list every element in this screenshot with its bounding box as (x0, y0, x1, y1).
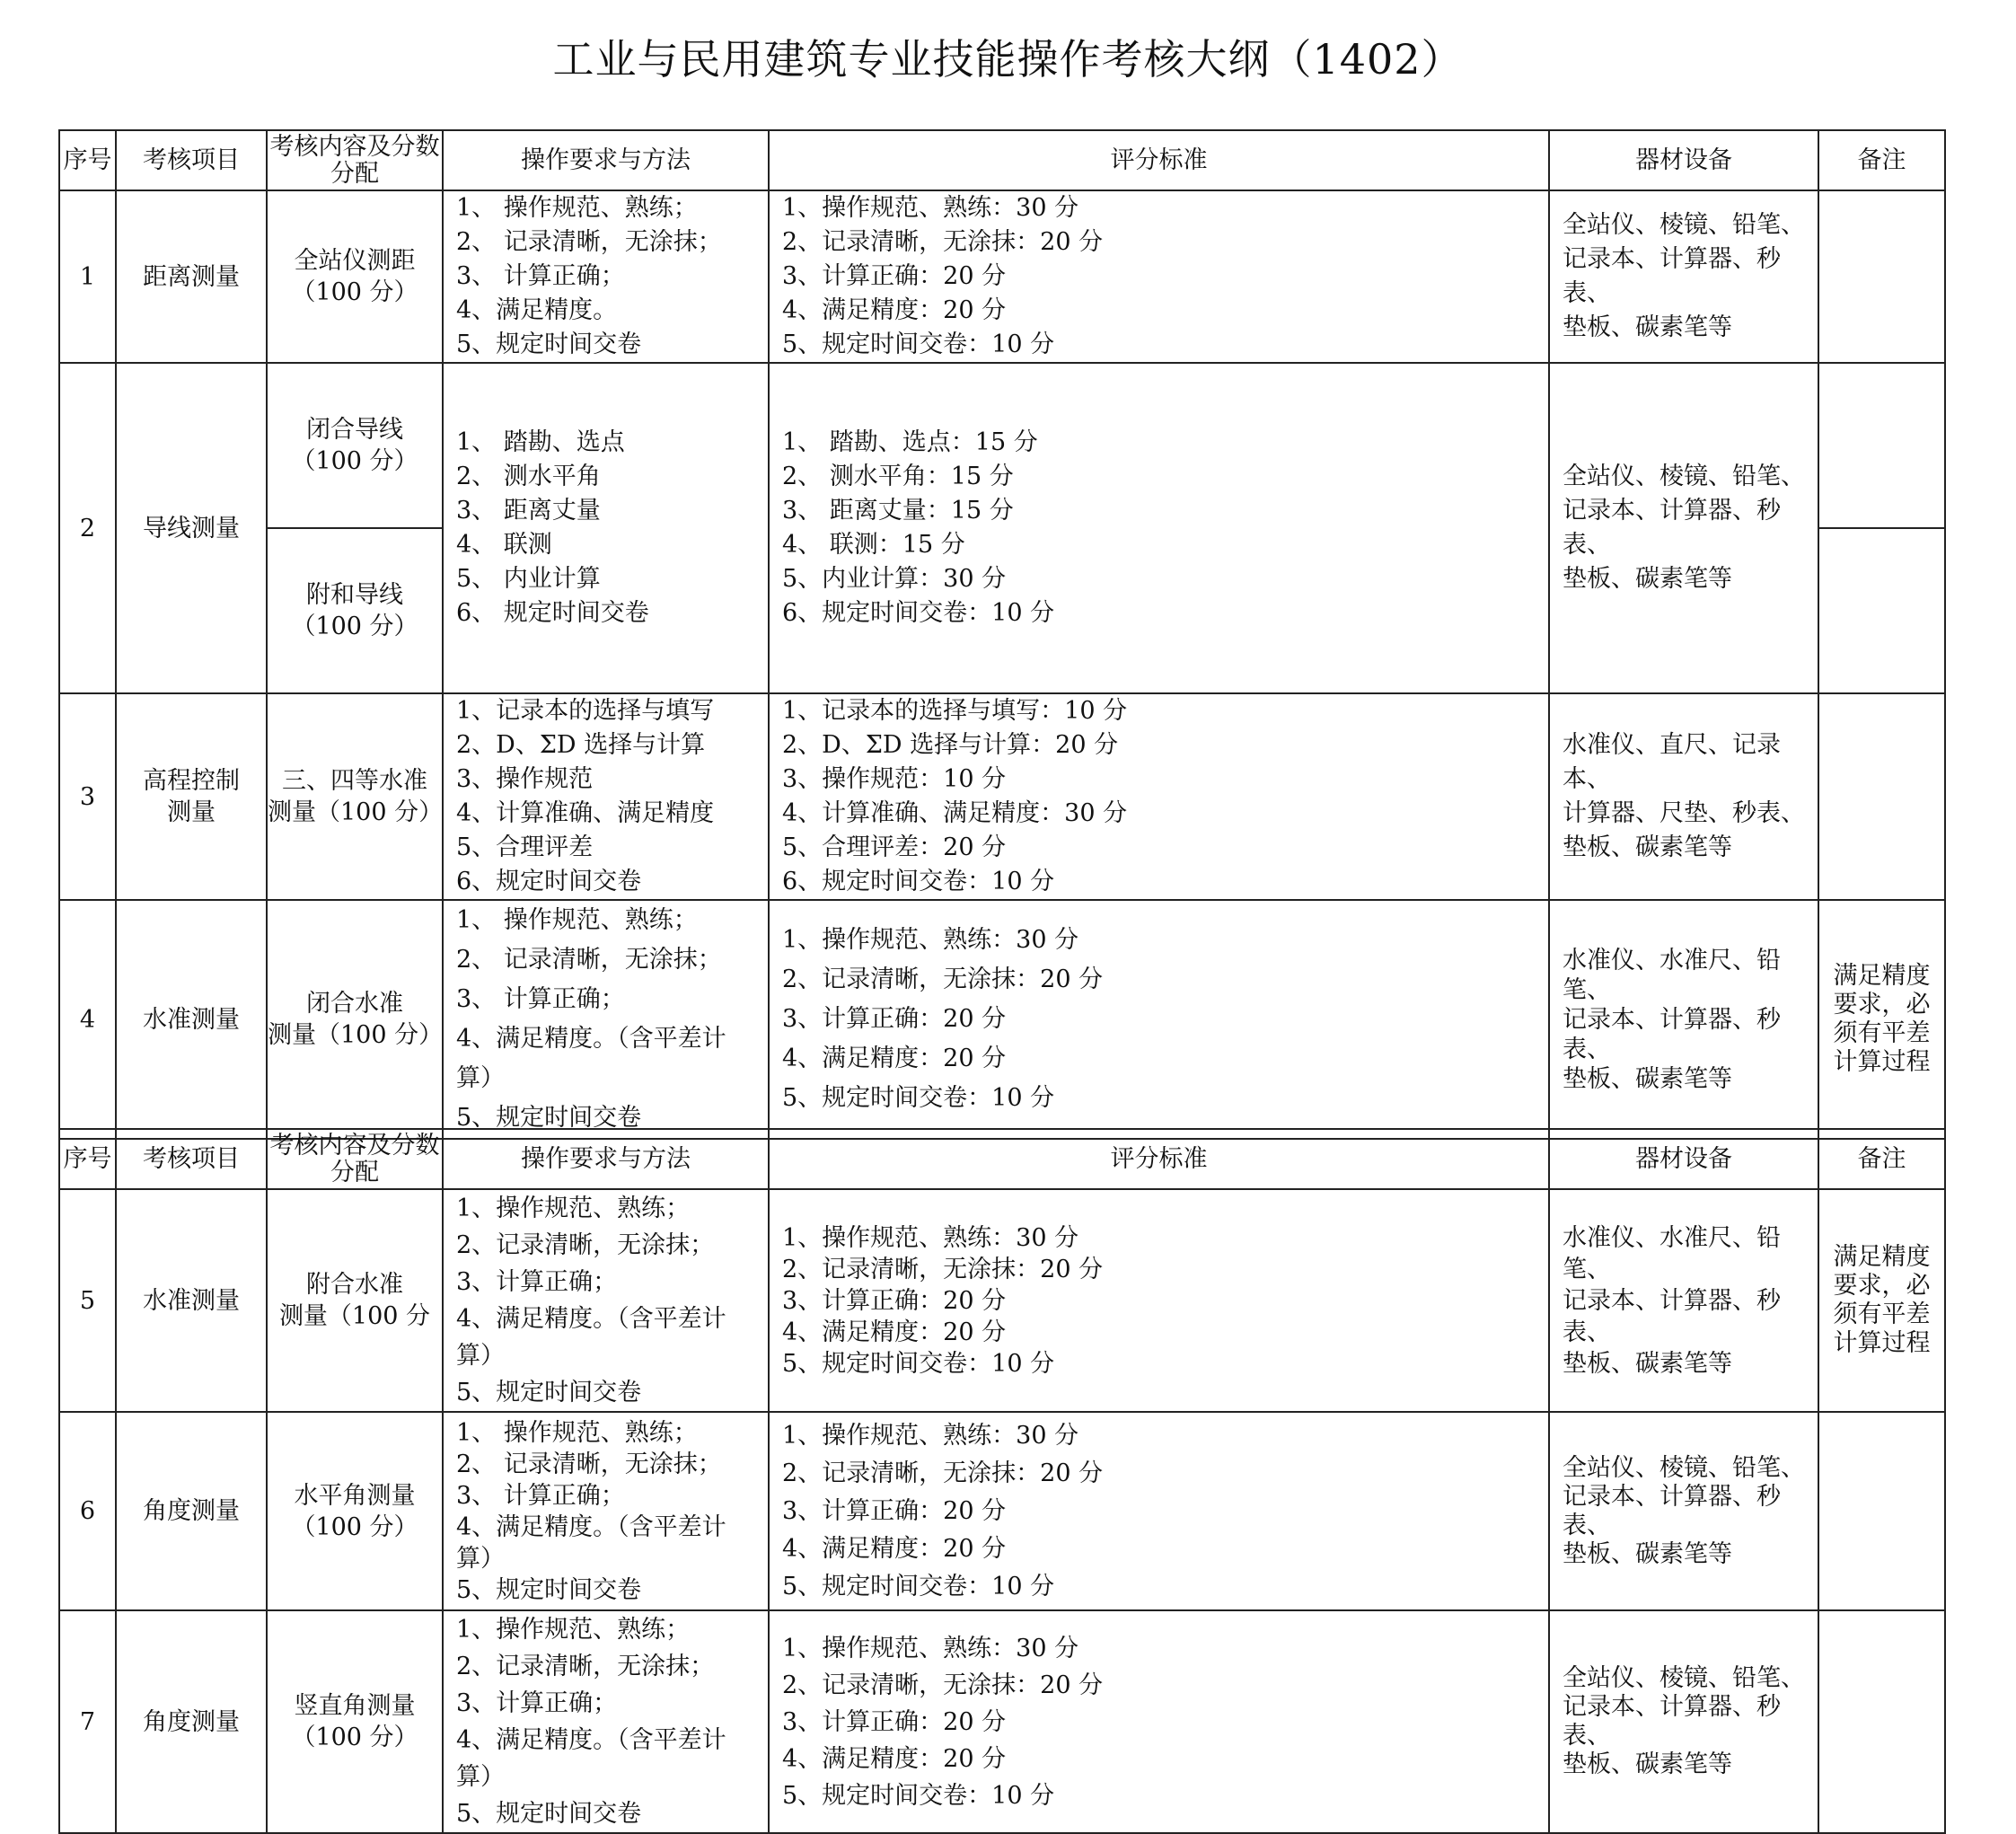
row-item: 水准测量 (116, 1189, 267, 1412)
row-item: 高程控制 测量 (116, 693, 267, 900)
header-method: 操作要求与方法 (443, 130, 769, 190)
row-item: 角度测量 (116, 1412, 267, 1610)
row-remark: 满足精度 要求，必 须有平差 计算过程 (1818, 900, 1945, 1139)
row-scoring: 1、操作规范、熟练：30 分 2、记录清晰，无涂抹：20 分 3、计算正确：20 分 4、满足精度：20 分 5、规定时间交卷：10 分 (769, 900, 1549, 1139)
row-item: 角度测量 (116, 1610, 267, 1833)
header-item: 考核项目 (116, 130, 267, 190)
row-item: 距离测量 (116, 190, 267, 363)
header-row (59, 130, 1945, 190)
document-title: 工业与民用建筑专业技能操作考核大纲（1402） (552, 35, 1464, 84)
row-item: 导线测量 (116, 363, 267, 693)
row-remark: 满足精度 要求，必 须有平差 计算过程 (1818, 1189, 1945, 1412)
row-content: 闭合水准 测量（100 分） (267, 900, 443, 1139)
row-equipment: 水准仪、水准尺、铅笔、 记录本、计算器、秒表、 垫板、碳素笔等 (1549, 900, 1818, 1139)
header-seq: 序号 (59, 1129, 116, 1189)
row-method: 1、 操作规范、熟练； 2、 记录清晰，无涂抹； 3、 计算正确； 4、满足精度。（含平差计算） 5、规定时间交卷 (443, 1412, 769, 1610)
row-seq: 2 (59, 363, 116, 693)
row-equipment: 全站仪、棱镜、铅笔、 记录本、计算器、秒表、 垫板、碳素笔等 (1549, 1610, 1818, 1833)
row-seq: 3 (59, 693, 116, 900)
row-method: 1、操作规范、熟练； 2、记录清晰，无涂抹； 3、计算正确； 4、满足精度。（含平差计算） 5、规定时间交卷 (443, 1610, 769, 1833)
row-equipment: 水准仪、水准尺、铅笔、 记录本、计算器、秒表、 垫板、碳素笔等 (1549, 1189, 1818, 1412)
table-row (59, 190, 1945, 363)
row-method: 1、 踏勘、选点 2、 测水平角 3、 距离丈量 4、 联测 5、 内业计算 6、 规定时间交卷 (443, 363, 769, 693)
row-equipment: 水准仪、直尺、记录本、 计算器、尺垫、秒表、 垫板、碳素笔等 (1549, 693, 1818, 900)
row-seq: 6 (59, 1412, 116, 1610)
row-content: 竖直角测量 （100 分） (267, 1610, 443, 1833)
row-method: 1、记录本的选择与填写 2、D、ΣD 选择与计算 3、操作规范 4、计算准确、满足精度 5、合理评差 6、规定时间交卷 (443, 693, 769, 900)
header-content: 考核内容及分数分配 (267, 1129, 443, 1189)
header-seq: 序号 (59, 130, 116, 190)
row-scoring: 1、操作规范、熟练：30 分 2、记录清晰，无涂抹：20 分 3、计算正确：20 分 4、满足精度：20 分 5、规定时间交卷：10 分 (769, 1412, 1549, 1610)
row-seq: 7 (59, 1610, 116, 1833)
header-remark: 备注 (1818, 130, 1945, 190)
row-equipment: 全站仪、棱镜、铅笔、 记录本、计算器、秒表、 垫板、碳素笔等 (1549, 1412, 1818, 1610)
table-row (59, 900, 1945, 1139)
row-scoring: 1、操作规范、熟练：30 分 2、记录清晰，无涂抹：20 分 3、计算正确：20 分 4、满足精度：20 分 5、规定时间交卷：10 分 (769, 1610, 1549, 1833)
header-scoring: 评分标准 (769, 1129, 1549, 1189)
header-method: 操作要求与方法 (443, 1129, 769, 1189)
row-content: 三、四等水准 测量（100 分） (267, 693, 443, 900)
row-method: 1、 操作规范、熟练； 2、 记录清晰，无涂抹； 3、 计算正确； 4、满足精度。（含平差计算） 5、规定时间交卷 (443, 900, 769, 1139)
row-remark (1818, 363, 1945, 528)
row-scoring: 1、记录本的选择与填写：10 分 2、D、ΣD 选择与计算：20 分 3、操作规范：10 分 4、计算准确、满足精度：30 分 5、合理评差：20 分 6、规定时间交卷：10 分 (769, 693, 1549, 900)
row-method: 1、操作规范、熟练； 2、记录清晰，无涂抹； 3、计算正确； 4、满足精度。（含平差计算） 5、规定时间交卷 (443, 1189, 769, 1412)
row-remark (1818, 693, 1945, 900)
row-remark (1818, 190, 1945, 363)
header-equipment: 器材设备 (1549, 130, 1818, 190)
row-remark (1818, 528, 1945, 693)
header-remark: 备注 (1818, 1129, 1945, 1189)
row-content-connecting-traverse: 附和导线 （100 分） (267, 528, 443, 693)
row-scoring: 1、操作规范、熟练：30 分 2、记录清晰，无涂抹：20 分 3、计算正确：20 分 4、满足精度：20 分 5、规定时间交卷：10 分 (769, 190, 1549, 363)
row-content-closed-traverse: 闭合导线 （100 分） (267, 363, 443, 528)
header-equipment: 器材设备 (1549, 1129, 1818, 1189)
table-row (59, 1412, 1945, 1610)
table-row (59, 1189, 1945, 1412)
header-scoring: 评分标准 (769, 130, 1549, 190)
exam-outline-table-part-1 (58, 129, 1946, 1140)
row-content: 附合水准 测量（100 分 (267, 1189, 443, 1412)
row-remark (1818, 1610, 1945, 1833)
header-item: 考核项目 (116, 1129, 267, 1189)
row-content: 水平角测量 （100 分） (267, 1412, 443, 1610)
row-seq: 4 (59, 900, 116, 1139)
row-scoring: 1、操作规范、熟练：30 分 2、记录清晰，无涂抹：20 分 3、计算正确：20 分 4、满足精度：20 分 5、规定时间交卷：10 分 (769, 1189, 1549, 1412)
row-seq: 5 (59, 1189, 116, 1412)
row-scoring: 1、 踏勘、选点：15 分 2、 测水平角：15 分 3、 距离丈量：15 分 4、 联测：15 分 5、内业计算：30 分 6、规定时间交卷：10 分 (769, 363, 1549, 693)
table-row (59, 1610, 1945, 1833)
row-item: 水准测量 (116, 900, 267, 1139)
row-equipment: 全站仪、棱镜、铅笔、 记录本、计算器、秒表、 垫板、碳素笔等 (1549, 363, 1818, 693)
row-seq: 1 (59, 190, 116, 363)
row-remark (1818, 1412, 1945, 1610)
header-content: 考核内容及分数分配 (267, 130, 443, 190)
table-row (59, 363, 1945, 528)
header-row (59, 1129, 1945, 1189)
table-row (59, 693, 1945, 900)
exam-outline-table-part-2 (58, 1128, 1946, 1834)
row-method: 1、 操作规范、熟练； 2、 记录清晰，无涂抹； 3、 计算正确； 4、满足精度。 5、规定时间交卷 (443, 190, 769, 363)
row-content: 全站仪测距 （100 分） (267, 190, 443, 363)
row-equipment: 全站仪、棱镜、铅笔、 记录本、计算器、秒表、 垫板、碳素笔等 (1549, 190, 1818, 363)
